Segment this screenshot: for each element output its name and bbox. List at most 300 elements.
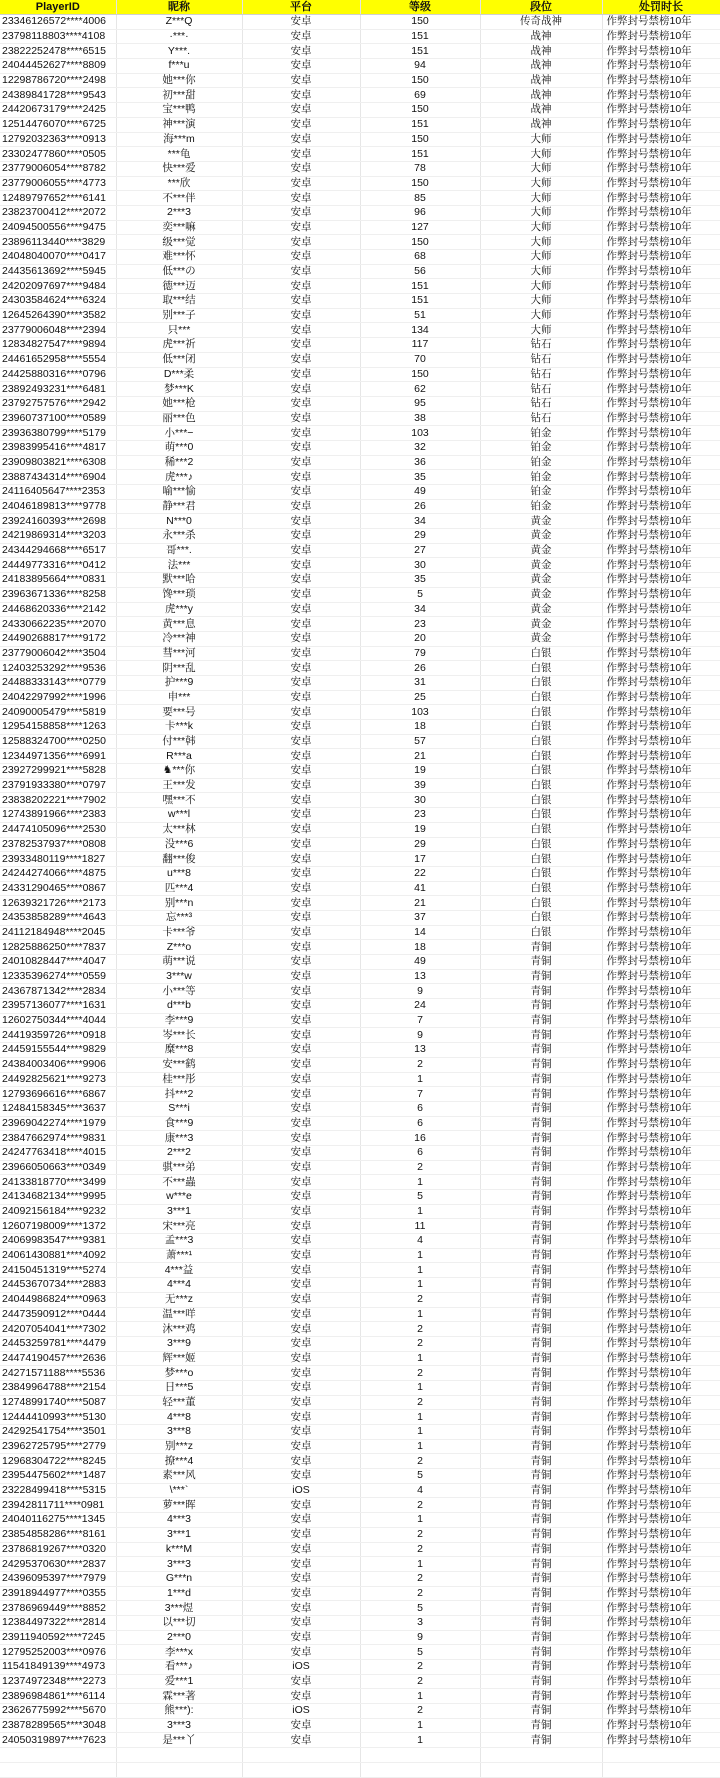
level-cell[interactable]: 2 [360,1292,480,1307]
rank-cell[interactable]: 白银 [480,749,602,764]
player-id-cell[interactable]: 23954475602****1487 [0,1469,116,1484]
penalty-cell[interactable]: 作弊封号禁榜10年 [602,1380,720,1395]
rank-cell[interactable]: 铂金 [480,499,602,514]
player-id-cell[interactable]: 12607198009****1372 [0,1219,116,1234]
nickname-cell[interactable]: 冷***神 [116,631,242,646]
nickname-cell[interactable]: R***a [116,749,242,764]
nickname-cell[interactable]: d***b [116,999,242,1014]
rank-cell[interactable]: 白银 [480,764,602,779]
rank-cell[interactable]: 白银 [480,793,602,808]
platform-cell[interactable]: 安卓 [242,602,360,617]
header-player-id[interactable]: PlayerID [0,0,116,15]
player-id-cell[interactable]: 23918944977****0355 [0,1586,116,1601]
platform-cell[interactable]: 安卓 [242,587,360,602]
rank-cell[interactable]: 青铜 [480,1513,602,1528]
level-cell[interactable]: 2 [360,1674,480,1689]
penalty-cell[interactable]: 作弊封号禁榜10年 [602,1469,720,1484]
rank-cell[interactable]: 青铜 [480,1439,602,1454]
nickname-cell[interactable]: 虎***y [116,602,242,617]
penalty-cell[interactable]: 作弊封号禁榜10年 [602,147,720,162]
rank-cell[interactable]: 战神 [480,73,602,88]
penalty-cell[interactable]: 作弊封号禁榜10年 [602,250,720,265]
rank-cell[interactable]: 大师 [480,250,602,265]
level-cell[interactable]: 2 [360,1571,480,1586]
rank-cell[interactable]: 青铜 [480,1292,602,1307]
level-cell[interactable]: 1 [360,1307,480,1322]
rank-cell[interactable]: 青铜 [480,1307,602,1322]
platform-cell[interactable]: 安卓 [242,955,360,970]
nickname-cell[interactable]: 3***8 [116,1425,242,1440]
nickname-cell[interactable]: Z***Q [116,15,242,30]
player-id-cell[interactable]: 24044452627****8809 [0,59,116,74]
nickname-cell[interactable]: 温***咩 [116,1307,242,1322]
empty-cell[interactable] [0,1748,116,1763]
penalty-cell[interactable]: 作弊封号禁榜10年 [602,1586,720,1601]
penalty-cell[interactable]: 作弊封号禁榜10年 [602,1175,720,1190]
penalty-cell[interactable]: 作弊封号禁榜10年 [602,382,720,397]
level-cell[interactable]: 1 [360,1557,480,1572]
nickname-cell[interactable]: u***8 [116,866,242,881]
player-id-cell[interactable]: 23798118803****4108 [0,29,116,44]
platform-cell[interactable]: 安卓 [242,352,360,367]
nickname-cell[interactable]: 静***君 [116,499,242,514]
nickname-cell[interactable]: 轻***董 [116,1395,242,1410]
rank-cell[interactable]: 铂金 [480,485,602,500]
rank-cell[interactable]: 青铜 [480,1101,602,1116]
player-id-cell[interactable]: 11541849139****4973 [0,1660,116,1675]
level-cell[interactable]: 150 [360,367,480,382]
level-cell[interactable]: 2 [360,1527,480,1542]
nickname-cell[interactable]: 奕***嘛 [116,220,242,235]
penalty-cell[interactable]: 作弊封号禁榜10年 [602,367,720,382]
platform-cell[interactable]: 安卓 [242,1043,360,1058]
platform-cell[interactable]: 安卓 [242,88,360,103]
nickname-cell[interactable]: 低***闭 [116,352,242,367]
empty-cell[interactable] [360,1748,480,1763]
player-id-cell[interactable]: 23962725795****2779 [0,1439,116,1454]
rank-cell[interactable]: 青铜 [480,1336,602,1351]
rank-cell[interactable]: 青铜 [480,1689,602,1704]
rank-cell[interactable]: 白银 [480,837,602,852]
level-cell[interactable]: 1 [360,1072,480,1087]
rank-cell[interactable]: 白银 [480,852,602,867]
rank-cell[interactable]: 青铜 [480,1380,602,1395]
rank-cell[interactable]: 白银 [480,866,602,881]
penalty-cell[interactable]: 作弊封号禁榜10年 [602,59,720,74]
nickname-cell[interactable]: 嘿***不 [116,793,242,808]
platform-cell[interactable]: 安卓 [242,1733,360,1748]
nickname-cell[interactable]: 骐***弟 [116,1160,242,1175]
platform-cell[interactable]: 安卓 [242,1116,360,1131]
rank-cell[interactable]: 青铜 [480,1454,602,1469]
penalty-cell[interactable]: 作弊封号禁榜10年 [602,808,720,823]
platform-cell[interactable]: 安卓 [242,1263,360,1278]
penalty-cell[interactable]: 作弊封号禁榜10年 [602,294,720,309]
platform-cell[interactable]: 安卓 [242,1248,360,1263]
nickname-cell[interactable]: 3***煜 [116,1601,242,1616]
platform-cell[interactable]: 安卓 [242,1542,360,1557]
nickname-cell[interactable]: 申*** [116,690,242,705]
rank-cell[interactable]: 黄金 [480,529,602,544]
level-cell[interactable]: 151 [360,294,480,309]
penalty-cell[interactable]: 作弊封号禁榜10年 [602,1219,720,1234]
rank-cell[interactable]: 青铜 [480,969,602,984]
penalty-cell[interactable]: 作弊封号禁榜10年 [602,499,720,514]
nickname-cell[interactable]: 默***哈 [116,573,242,588]
level-cell[interactable]: 151 [360,44,480,59]
platform-cell[interactable]: 安卓 [242,499,360,514]
penalty-cell[interactable]: 作弊封号禁榜10年 [602,984,720,999]
player-id-cell[interactable]: 12384497322****2814 [0,1615,116,1630]
player-id-cell[interactable]: 23957136077****1631 [0,999,116,1014]
rank-cell[interactable]: 传奇战神 [480,15,602,30]
platform-cell[interactable]: 安卓 [242,15,360,30]
player-id-cell[interactable]: 24295370630****2837 [0,1557,116,1572]
rank-cell[interactable]: 战神 [480,88,602,103]
player-id-cell[interactable]: 12403253292****9536 [0,661,116,676]
penalty-cell[interactable]: 作弊封号禁榜10年 [602,279,720,294]
rank-cell[interactable]: 白银 [480,675,602,690]
player-id-cell[interactable]: 24112184948****2045 [0,925,116,940]
rank-cell[interactable]: 铂金 [480,426,602,441]
player-id-cell[interactable]: 24094500556****9475 [0,220,116,235]
level-cell[interactable]: 1 [360,1380,480,1395]
platform-cell[interactable]: 安卓 [242,73,360,88]
platform-cell[interactable]: 安卓 [242,220,360,235]
penalty-cell[interactable]: 作弊封号禁榜10年 [602,1278,720,1293]
platform-cell[interactable]: 安卓 [242,1645,360,1660]
rank-cell[interactable]: 青铜 [480,1645,602,1660]
penalty-cell[interactable]: 作弊封号禁榜10年 [602,132,720,147]
platform-cell[interactable]: 安卓 [242,720,360,735]
nickname-cell[interactable]: 熊***): [116,1704,242,1719]
nickname-cell[interactable]: 永***杀 [116,529,242,544]
platform-cell[interactable]: iOS [242,1660,360,1675]
rank-cell[interactable]: 黄金 [480,514,602,529]
player-id-cell[interactable]: 24420673179****2425 [0,103,116,118]
player-id-cell[interactable]: 12514476070****6725 [0,117,116,132]
player-id-cell[interactable]: 23924160393****2698 [0,514,116,529]
penalty-cell[interactable]: 作弊封号禁榜10年 [602,338,720,353]
penalty-cell[interactable]: 作弊封号禁榜10年 [602,1733,720,1748]
level-cell[interactable]: 9 [360,1028,480,1043]
level-cell[interactable]: 62 [360,382,480,397]
penalty-cell[interactable]: 作弊封号禁榜10年 [602,631,720,646]
level-cell[interactable]: 117 [360,338,480,353]
rank-cell[interactable]: 青铜 [480,1322,602,1337]
nickname-cell[interactable]: 沐***鸡 [116,1322,242,1337]
penalty-cell[interactable]: 作弊封号禁榜10年 [602,1145,720,1160]
platform-cell[interactable]: 安卓 [242,103,360,118]
rank-cell[interactable]: 青铜 [480,1483,602,1498]
level-cell[interactable]: 25 [360,690,480,705]
nickname-cell[interactable]: 萌***0 [116,440,242,455]
level-cell[interactable]: 1 [360,1175,480,1190]
nickname-cell[interactable]: 撩***4 [116,1454,242,1469]
nickname-cell[interactable]: 黄***息 [116,617,242,632]
penalty-cell[interactable]: 作弊封号禁榜10年 [602,1674,720,1689]
nickname-cell[interactable]: 萌***说 [116,955,242,970]
penalty-cell[interactable]: 作弊封号禁榜10年 [602,1557,720,1572]
level-cell[interactable]: 51 [360,308,480,323]
platform-cell[interactable]: 安卓 [242,690,360,705]
level-cell[interactable]: 2 [360,1322,480,1337]
nickname-cell[interactable]: Y***. [116,44,242,59]
platform-cell[interactable]: 安卓 [242,999,360,1014]
level-cell[interactable]: 2 [360,1366,480,1381]
player-id-cell[interactable]: 24459155544****9829 [0,1043,116,1058]
penalty-cell[interactable]: 作弊封号禁榜10年 [602,1439,720,1454]
player-id-cell[interactable]: 24367871342****2834 [0,984,116,999]
platform-cell[interactable]: 安卓 [242,1630,360,1645]
level-cell[interactable]: 32 [360,440,480,455]
platform-cell[interactable]: 安卓 [242,866,360,881]
player-id-cell[interactable]: 24247763418****4015 [0,1145,116,1160]
player-id-cell[interactable]: 23887434314****6904 [0,470,116,485]
player-id-cell[interactable]: 23892493231****6481 [0,382,116,397]
platform-cell[interactable]: 安卓 [242,396,360,411]
nickname-cell[interactable]: k***M [116,1542,242,1557]
level-cell[interactable]: 151 [360,279,480,294]
player-id-cell[interactable]: 23786819267****0320 [0,1542,116,1557]
level-cell[interactable]: 4 [360,1483,480,1498]
nickname-cell[interactable]: 康***3 [116,1131,242,1146]
rank-cell[interactable]: 青铜 [480,1586,602,1601]
penalty-cell[interactable]: 作弊封号禁榜10年 [602,426,720,441]
nickname-cell[interactable]: 小***− [116,426,242,441]
rank-cell[interactable]: 青铜 [480,1131,602,1146]
player-id-cell[interactable]: 24353858289****4643 [0,910,116,925]
rank-cell[interactable]: 青铜 [480,1366,602,1381]
rank-cell[interactable]: 青铜 [480,984,602,999]
platform-cell[interactable]: 安卓 [242,749,360,764]
player-id-cell[interactable]: 23849964788****2154 [0,1380,116,1395]
level-cell[interactable]: 5 [360,1645,480,1660]
penalty-cell[interactable]: 作弊封号禁榜10年 [602,1366,720,1381]
player-id-cell[interactable]: 23823700412****2072 [0,205,116,220]
penalty-cell[interactable]: 作弊封号禁榜10年 [602,1689,720,1704]
rank-cell[interactable]: 白银 [480,661,602,676]
player-id-cell[interactable]: 12344971356****6991 [0,749,116,764]
level-cell[interactable]: 6 [360,1145,480,1160]
player-id-cell[interactable]: 24050319897****7623 [0,1733,116,1748]
platform-cell[interactable]: 安卓 [242,1366,360,1381]
level-cell[interactable]: 49 [360,955,480,970]
platform-cell[interactable]: 安卓 [242,176,360,191]
penalty-cell[interactable]: 作弊封号禁榜10年 [602,1660,720,1675]
nickname-cell[interactable]: 无***z [116,1292,242,1307]
platform-cell[interactable]: 安卓 [242,969,360,984]
player-id-cell[interactable]: 23791933380****0797 [0,778,116,793]
level-cell[interactable]: 17 [360,852,480,867]
level-cell[interactable]: 103 [360,426,480,441]
penalty-cell[interactable]: 作弊封号禁榜10年 [602,1571,720,1586]
empty-cell[interactable] [242,1748,360,1763]
level-cell[interactable]: 34 [360,602,480,617]
penalty-cell[interactable]: 作弊封号禁榜10年 [602,587,720,602]
penalty-cell[interactable]: 作弊封号禁榜10年 [602,411,720,426]
platform-cell[interactable]: 安卓 [242,191,360,206]
level-cell[interactable]: 24 [360,999,480,1014]
nickname-cell[interactable]: 喻***愉 [116,485,242,500]
player-id-cell[interactable]: 12588324700****0250 [0,734,116,749]
nickname-cell[interactable]: 孟***3 [116,1234,242,1249]
platform-cell[interactable]: 安卓 [242,1689,360,1704]
rank-cell[interactable]: 青铜 [480,1425,602,1440]
player-id-cell[interactable]: 12954158858****1263 [0,720,116,735]
rank-cell[interactable]: 青铜 [480,1542,602,1557]
penalty-cell[interactable]: 作弊封号禁榜10年 [602,1043,720,1058]
level-cell[interactable]: 1 [360,1278,480,1293]
level-cell[interactable]: 1 [360,1689,480,1704]
rank-cell[interactable]: 大师 [480,323,602,338]
player-id-cell[interactable]: 24040116275****1345 [0,1513,116,1528]
nickname-cell[interactable]: 抖***2 [116,1087,242,1102]
player-id-cell[interactable]: 24453259781****4479 [0,1336,116,1351]
nickname-cell[interactable]: 3***1 [116,1527,242,1542]
nickname-cell[interactable]: 初***甜 [116,88,242,103]
platform-cell[interactable]: 安卓 [242,558,360,573]
platform-cell[interactable]: 安卓 [242,1131,360,1146]
rank-cell[interactable]: 铂金 [480,470,602,485]
penalty-cell[interactable]: 作弊封号禁榜10年 [602,485,720,500]
player-id-cell[interactable]: 12484158345****3637 [0,1101,116,1116]
player-id-cell[interactable]: 24425880316****0796 [0,367,116,382]
player-id-cell[interactable]: 24090005479****5819 [0,705,116,720]
rank-cell[interactable]: 白银 [480,896,602,911]
platform-cell[interactable]: 安卓 [242,1204,360,1219]
level-cell[interactable]: 9 [360,984,480,999]
player-id-cell[interactable]: 23302477860****0505 [0,147,116,162]
penalty-cell[interactable]: 作弊封号禁榜10年 [602,1057,720,1072]
player-id-cell[interactable]: 23960737100****0589 [0,411,116,426]
player-id-cell[interactable]: 24492825621****9273 [0,1072,116,1087]
platform-cell[interactable]: 安卓 [242,1601,360,1616]
nickname-cell[interactable]: 3***9 [116,1336,242,1351]
level-cell[interactable]: 1 [360,1248,480,1263]
nickname-cell[interactable]: G***n [116,1571,242,1586]
rank-cell[interactable]: 青铜 [480,1248,602,1263]
platform-cell[interactable]: 安卓 [242,1292,360,1307]
platform-cell[interactable]: 安卓 [242,411,360,426]
level-cell[interactable]: 134 [360,323,480,338]
penalty-cell[interactable]: 作弊封号禁榜10年 [602,514,720,529]
level-cell[interactable]: 2 [360,1454,480,1469]
penalty-cell[interactable]: 作弊封号禁榜10年 [602,455,720,470]
platform-cell[interactable]: 安卓 [242,661,360,676]
player-id-cell[interactable]: 23963671336****8258 [0,587,116,602]
rank-cell[interactable]: 大师 [480,279,602,294]
platform-cell[interactable]: 安卓 [242,1380,360,1395]
empty-cell[interactable] [360,1763,480,1778]
platform-cell[interactable]: 安卓 [242,161,360,176]
platform-cell[interactable]: 安卓 [242,147,360,162]
nickname-cell[interactable]: 素***风 [116,1469,242,1484]
level-cell[interactable]: 151 [360,117,480,132]
platform-cell[interactable]: 安卓 [242,1615,360,1630]
penalty-cell[interactable]: 作弊封号禁榜10年 [602,1131,720,1146]
rank-cell[interactable]: 黄金 [480,587,602,602]
rank-cell[interactable]: 大师 [480,147,602,162]
penalty-cell[interactable]: 作弊封号禁榜10年 [602,778,720,793]
level-cell[interactable]: 6 [360,1116,480,1131]
penalty-cell[interactable]: 作弊封号禁榜10年 [602,734,720,749]
player-id-cell[interactable]: 24449773316****0412 [0,558,116,573]
platform-cell[interactable]: 安卓 [242,132,360,147]
nickname-cell[interactable]: 馋***琐 [116,587,242,602]
player-id-cell[interactable]: 24453670734****2883 [0,1278,116,1293]
player-id-cell[interactable]: 24474105096****2530 [0,822,116,837]
rank-cell[interactable]: 青铜 [480,1234,602,1249]
nickname-cell[interactable]: 只*** [116,323,242,338]
platform-cell[interactable]: 安卓 [242,1527,360,1542]
penalty-cell[interactable]: 作弊封号禁榜10年 [602,15,720,30]
player-id-cell[interactable]: 23936380799****5179 [0,426,116,441]
nickname-cell[interactable]: 她***你 [116,73,242,88]
rank-cell[interactable]: 青铜 [480,1630,602,1645]
player-id-cell[interactable]: 24331290465****0867 [0,881,116,896]
nickname-cell[interactable]: 丽***色 [116,411,242,426]
penalty-cell[interactable]: 作弊封号禁榜10年 [602,1234,720,1249]
nickname-cell[interactable]: 不***蟲 [116,1175,242,1190]
player-id-cell[interactable]: 23854858286****8161 [0,1527,116,1542]
nickname-cell[interactable]: 付***韩 [116,734,242,749]
platform-cell[interactable]: 安卓 [242,1234,360,1249]
rank-cell[interactable]: 大师 [480,235,602,250]
penalty-cell[interactable]: 作弊封号禁榜10年 [602,396,720,411]
player-id-cell[interactable]: 23966050663****0349 [0,1160,116,1175]
rank-cell[interactable]: 青铜 [480,1718,602,1733]
level-cell[interactable]: 5 [360,1601,480,1616]
level-cell[interactable]: 9 [360,1630,480,1645]
nickname-cell[interactable]: 取***结 [116,294,242,309]
penalty-cell[interactable]: 作弊封号禁榜10年 [602,1307,720,1322]
penalty-cell[interactable]: 作弊封号禁榜10年 [602,88,720,103]
player-id-cell[interactable]: 24134682134****9995 [0,1190,116,1205]
rank-cell[interactable]: 大师 [480,308,602,323]
level-cell[interactable]: 2 [360,1057,480,1072]
rank-cell[interactable]: 青铜 [480,1601,602,1616]
platform-cell[interactable]: 安卓 [242,338,360,353]
rank-cell[interactable]: 白银 [480,734,602,749]
penalty-cell[interactable]: 作弊封号禁榜10年 [602,705,720,720]
level-cell[interactable]: 23 [360,808,480,823]
nickname-cell[interactable]: 不***伴 [116,191,242,206]
player-id-cell[interactable]: 24389841728****9543 [0,88,116,103]
player-id-cell[interactable]: 24488333143****0779 [0,675,116,690]
penalty-cell[interactable]: 作弊封号禁榜10年 [602,1630,720,1645]
player-id-cell[interactable]: 24435613692****5945 [0,264,116,279]
penalty-cell[interactable]: 作弊封号禁榜10年 [602,1204,720,1219]
nickname-cell[interactable]: 卡***k [116,720,242,735]
nickname-cell[interactable]: 李***9 [116,1013,242,1028]
rank-cell[interactable]: 大师 [480,132,602,147]
level-cell[interactable]: 26 [360,661,480,676]
rank-cell[interactable]: 青铜 [480,1498,602,1513]
platform-cell[interactable]: iOS [242,1483,360,1498]
penalty-cell[interactable]: 作弊封号禁榜10年 [602,1160,720,1175]
platform-cell[interactable]: 安卓 [242,1351,360,1366]
level-cell[interactable]: 31 [360,675,480,690]
level-cell[interactable]: 150 [360,235,480,250]
level-cell[interactable]: 1 [360,1733,480,1748]
nickname-cell[interactable]: Z***o [116,940,242,955]
penalty-cell[interactable]: 作弊封号禁榜10年 [602,925,720,940]
level-cell[interactable]: 3 [360,1615,480,1630]
level-cell[interactable]: 11 [360,1219,480,1234]
player-id-cell[interactable]: 24292541754****3501 [0,1425,116,1440]
penalty-cell[interactable]: 作弊封号禁榜10年 [602,1028,720,1043]
